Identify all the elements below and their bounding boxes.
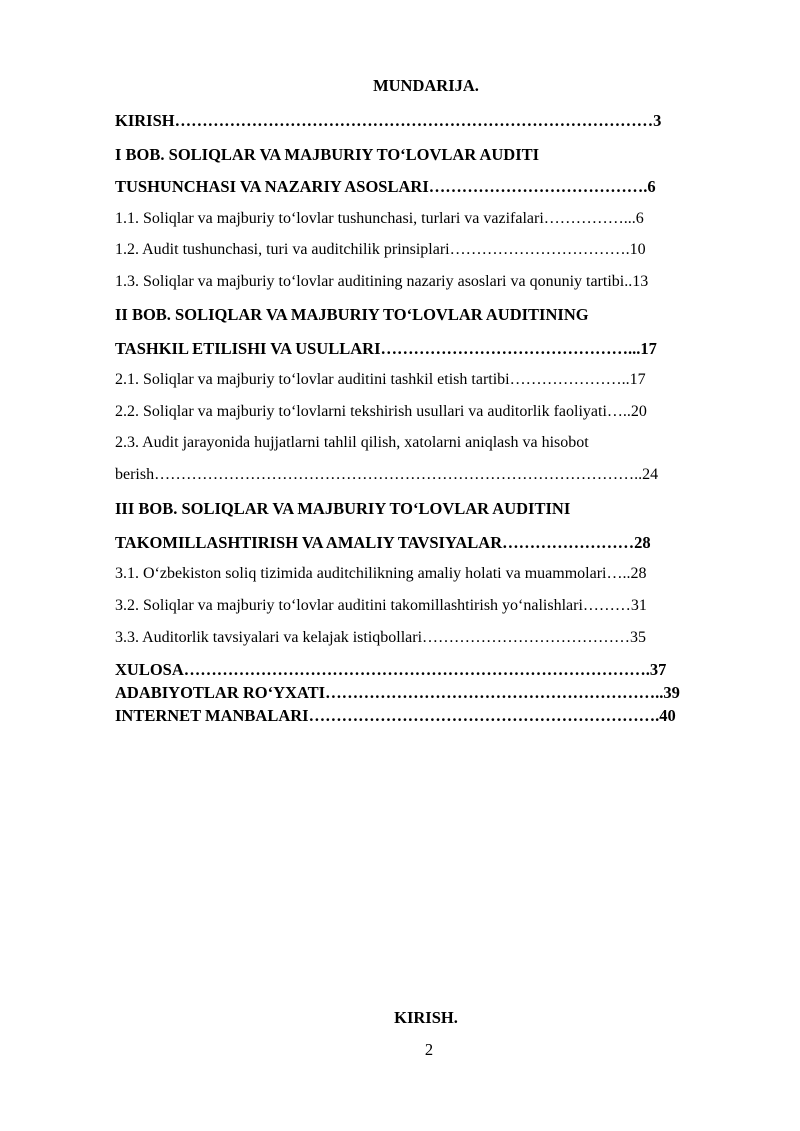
toc-entry-chapter-1-title-line-2: TUSHUNCHASI VA NAZARIY ASOSLARI………………………………….6 (115, 177, 656, 196)
toc-entry-section-1-1: 1.1. Soliqlar va majburiy to‘lovlar tushunchasi, turlari va vazifalari……………...6 (115, 210, 644, 227)
toc-entry-section-1-3: 1.3. Soliqlar va majburiy to‘lovlar auditining nazariy asoslari va qonuniy tartibi..13 (115, 273, 649, 290)
toc-entry-section-3-2: 3.2. Soliqlar va majburiy to‘lovlar auditini takomillashtirish yo‘nalishlari………31 (115, 597, 647, 614)
toc-entry-adabiyotlar: ADABIYOTLAR RO‘YXATI……………………………………………………..39 (115, 683, 680, 702)
toc-entry-section-3-3: 3.3. Auditorlik tavsiyalari va kelajak istiqbollari…………………………………35 (115, 629, 647, 646)
toc-entry-xulosa: XULOSA………………………………………………………………………….37 (115, 660, 667, 679)
toc-entry-section-2-3-line-1: 2.3. Audit jarayonida hujjatlarni tahlil qilish, xatolarni aniqlash va hisobot (115, 434, 589, 451)
toc-entry-chapter-3-title-line-2: TAKOMILLASHTIRISH VA AMALIY TAVSIYALAR……………………28 (115, 533, 651, 552)
toc-entry-section-1-2: 1.2. Audit tushunchasi, turi va auditchilik prinsiplari…………………………….10 (115, 241, 646, 258)
page-number: 2 (424, 1040, 434, 1059)
toc-entry-internet-manbalari: INTERNET MANBALARI……………………………………………………….40 (115, 706, 676, 725)
toc-entry-section-3-1: 3.1. O‘zbekiston soliq tizimida auditchilikning amaliy holati va muammolari…..28 (115, 565, 647, 582)
toc-entry-section-2-2: 2.2. Soliqlar va majburiy to‘lovlarni tekshirish usullari va auditorlik faoliyati…..20 (115, 403, 647, 420)
toc-entry-section-2-1: 2.1. Soliqlar va majburiy to‘lovlar auditini tashkil etish tartibi…………………..17 (115, 371, 646, 388)
toc-heading: MUNDARIJA. (373, 76, 479, 95)
toc-entry-chapter-2-title-line-2: TASHKIL ETILISHI VA USULLARI………………………………………...17 (115, 339, 657, 358)
toc-entry-chapter-2-title-line-1: II BOB. SOLIQLAR VA MAJBURIY TO‘LOVLAR AUDITINING (115, 305, 589, 324)
toc-entry-kirish: KIRISH……………………………………………………………………………3 (115, 111, 662, 130)
toc-entry-section-2-3-line-2: berish………………………………………………………………………………..24 (115, 466, 659, 483)
toc-entry-chapter-3-title-line-1: III BOB. SOLIQLAR VA MAJBURIY TO‘LOVLAR AUDITINI (115, 499, 571, 518)
toc-entry-chapter-1-title-line-1: I BOB. SOLIQLAR VA MAJBURIY TO‘LOVLAR AUDITI (115, 145, 540, 164)
next-section-heading: KIRISH. (394, 1008, 458, 1027)
